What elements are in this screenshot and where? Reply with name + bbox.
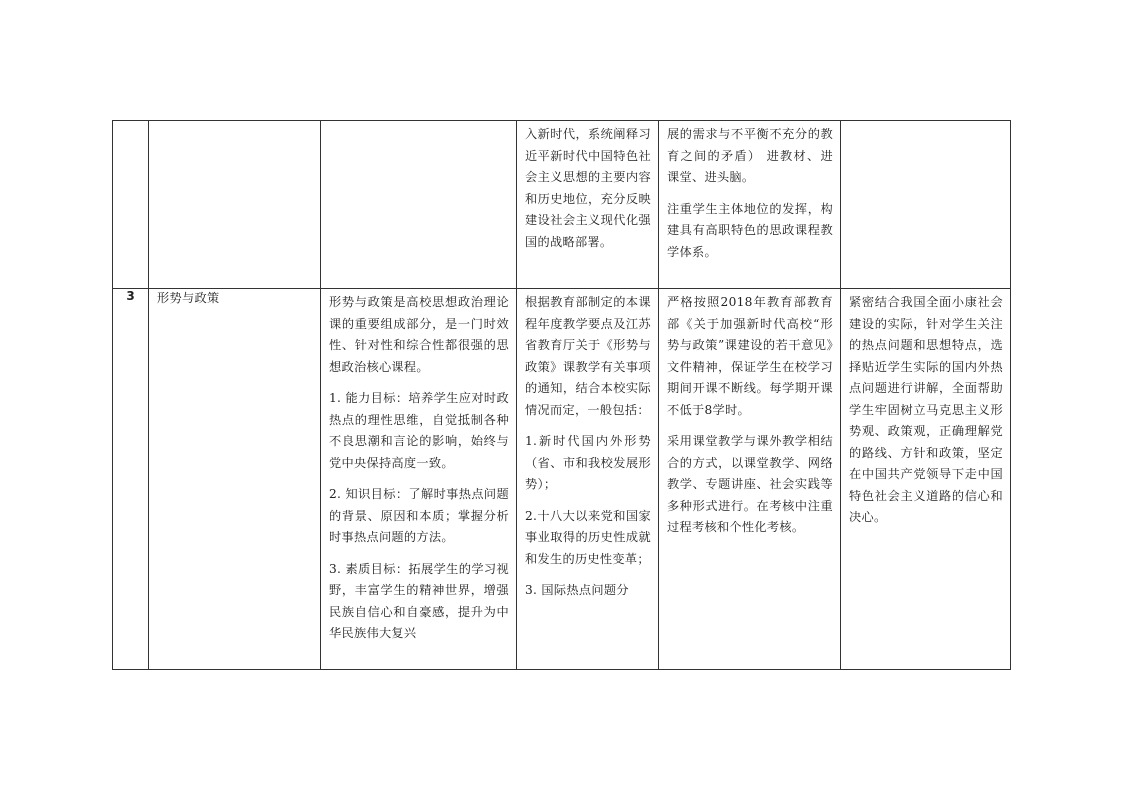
row-number	[113, 121, 149, 289]
cell-paragraph: 入新时代，系统阐释习近平新时代中国特色社会主义思想的主要内容和历史地位，充分反映建设社会主义现代化强国的战略部署。	[525, 127, 651, 249]
course-name	[149, 121, 321, 289]
requirements-cell	[659, 289, 841, 670]
content-cell	[517, 289, 659, 670]
ideology-cell	[841, 289, 1011, 670]
cell-paragraph: 采用课堂教学与课外教学相结合的方式，以课堂教学、网络教学、专题讲座、社会实践等多种形式进行。在考核中注重过程考核和个性化考核。	[667, 434, 833, 534]
objectives-cell	[321, 121, 517, 289]
cell-paragraph: 注重学生主体地位的发挥，构建具有高职特色的思政课程教学体系。	[667, 201, 833, 259]
cell-paragraph: 根据教育部制定的本课程年度教学要点及江苏省教育厅关于《形势与政策》课教学有关事项的通知，结合本校实际情况而定，一般包括：	[525, 295, 651, 417]
cell-paragraph: 展的需求与不平衡不充分的教育之间的矛盾） 进教材、进课堂、进头脑。	[667, 127, 833, 184]
cell-paragraph: 形势与政策是高校思想政治理论课的重要组成部分，是一门时效性、针对性和综合性都很强的思想政治核心课程。	[329, 295, 509, 374]
cell-paragraph: 2. 知识目标：了解时事热点问题的背景、原因和本质；掌握分析时事热点问题的方法。	[329, 487, 509, 544]
row-number: 3	[113, 289, 149, 670]
table-row	[113, 289, 1011, 670]
cell-paragraph: 紧密结合我国全面小康社会建设的实际，针对学生关注的热点问题和思想特点，选择贴近学生实际的国内外热点问题进行讲解，全面帮助学生牢固树立马克思主义形势观、政策观，正确理解党的路线、方针和政策，坚定在中国共产党领导下走中国特色社会主义道路的信心和决心。	[849, 295, 1003, 524]
objectives-cell	[321, 289, 517, 670]
cell-paragraph: 严格按照2018年教育部教育部《关于加强新时代高校“形势与政策”课建设的若干意见》文件精神，保证学生在校学习期间开课不断线。每学期开课不低于8学时。	[667, 295, 833, 417]
cell-paragraph: 2.十八大以来党和国家事业取得的历史性成就和发生的历史性变革；	[525, 508, 651, 566]
requirements-cell	[659, 121, 841, 289]
cell-paragraph: 1.新时代国内外形势（省、市和我校发展形势）；	[525, 434, 651, 491]
table-row	[113, 121, 1011, 289]
cell-paragraph: 1. 能力目标：培养学生应对时政热点的理性思维，自觉抵制各种不良思潮和言论的影响，始终与党中央保持高度一致。	[329, 391, 509, 470]
cell-paragraph: 3. 国际热点问题分	[525, 583, 629, 597]
cell-paragraph: 3. 素质目标：拓展学生的学习视野，丰富学生的精神世界，增强民族自信心和自豪感，提升为中华民族伟大复兴	[329, 561, 509, 640]
ideology-cell	[841, 121, 1011, 289]
content-cell	[517, 121, 659, 289]
course-name: 形势与政策	[149, 289, 321, 670]
course-table	[112, 120, 1011, 670]
